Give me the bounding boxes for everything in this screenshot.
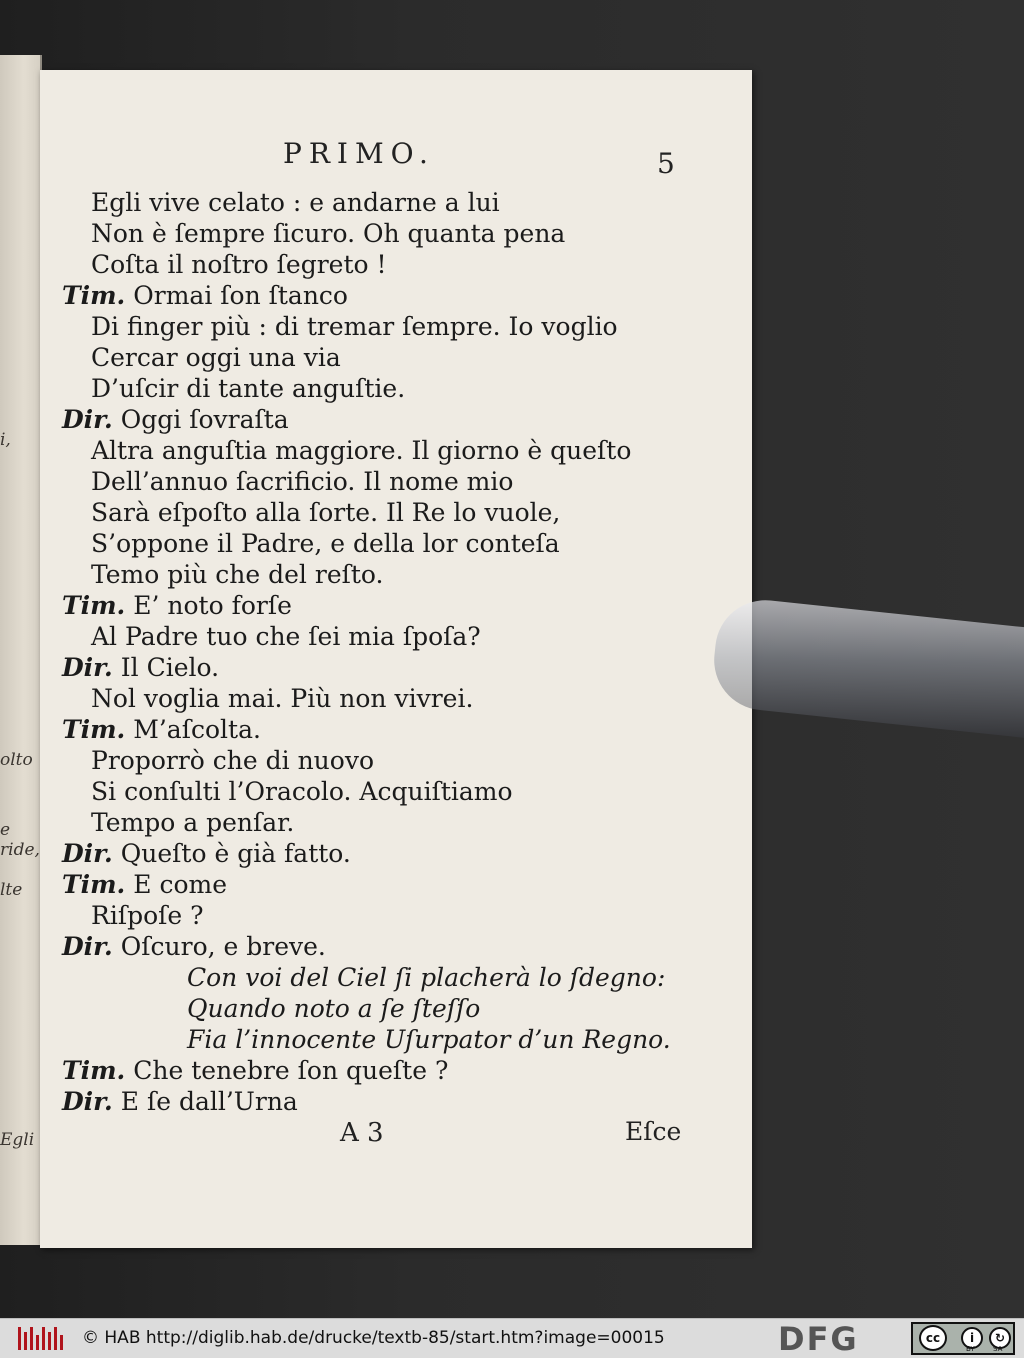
- previous-page-fragment: e ride,: [0, 820, 40, 860]
- text-line: [62, 497, 712, 528]
- line-text: Temo più che del reſto.: [91, 560, 384, 589]
- line-text: Di finger più : di tremar ſempre. Io voglio: [91, 312, 618, 341]
- line-text: E come: [133, 870, 228, 899]
- text-line: [62, 838, 712, 869]
- text-line: [62, 590, 712, 621]
- line-text: Coſta il noſtro ſegreto !: [91, 250, 387, 279]
- text-line: [62, 683, 712, 714]
- text-line: [62, 187, 712, 218]
- text-line: [62, 373, 712, 404]
- text-line: [62, 1086, 712, 1117]
- speaker-label: Dir.: [62, 1087, 113, 1116]
- speaker-label: Tim.: [62, 281, 126, 310]
- previous-page-fragment: lte: [0, 880, 23, 900]
- speaker-label: Tim.: [62, 870, 126, 899]
- text-line: [62, 218, 712, 249]
- speaker-label: Dir.: [62, 932, 113, 961]
- line-text: Ormai ſon ſtanco: [133, 281, 348, 310]
- page-holder-strap: [709, 595, 1024, 738]
- speaker-label: Tim.: [62, 715, 126, 744]
- text-line: [62, 1055, 712, 1086]
- text-line: [62, 1024, 712, 1055]
- sa-icon: ↻: [989, 1327, 1011, 1349]
- text-line: [62, 900, 712, 931]
- line-text: Sarà eſpoſto alla ſorte. Il Re lo vuole,: [91, 498, 561, 527]
- line-text: Al Padre tuo che ſei mia ſpoſa?: [91, 622, 481, 651]
- line-text: Il Cielo.: [120, 653, 220, 682]
- text-line: [62, 776, 712, 807]
- by-label: BY: [966, 1345, 975, 1353]
- text-line: [62, 993, 712, 1024]
- text-line: [62, 342, 712, 373]
- previous-page-fragment: olto: [0, 750, 33, 770]
- by-icon: i: [961, 1327, 983, 1349]
- line-text: Oggi ſovraſta: [120, 405, 289, 434]
- cc-icon: cc: [919, 1325, 947, 1351]
- source-credit-link[interactable]: © HAB http://diglib.hab.de/drucke/textb-85/start.htm?image=00015: [82, 1328, 665, 1348]
- speaker-label: Dir.: [62, 405, 113, 434]
- viewer-footer: [0, 1318, 1024, 1358]
- text-line: [62, 714, 712, 745]
- line-text: Altra anguſtia maggiore. Il giorno è queſto: [91, 436, 632, 465]
- text-block: [62, 187, 712, 1117]
- text-line: [62, 621, 712, 652]
- text-line: [62, 869, 712, 900]
- text-line: [62, 311, 712, 342]
- text-line: [62, 404, 712, 435]
- text-line: [62, 807, 712, 838]
- line-text: S’oppone il Padre, e della lor conteſa: [91, 529, 560, 558]
- line-text: M’aſcolta.: [133, 715, 261, 744]
- text-line: [62, 249, 712, 280]
- line-text: Si conſulti l’Oracolo. Acquiſtiamo: [91, 777, 513, 806]
- text-line: [62, 652, 712, 683]
- speaker-label: Dir.: [62, 839, 113, 868]
- text-line: [62, 559, 712, 590]
- line-text: Riſpoſe ?: [91, 901, 204, 930]
- hab-logo-icon[interactable]: [18, 1327, 66, 1350]
- text-line: [62, 528, 712, 559]
- line-text: Che tenebre ſon queſte ?: [133, 1056, 449, 1085]
- line-text: Queſto è già fatto.: [120, 839, 351, 868]
- line-text: Fia l’innocente Uſurpator d’un Regno.: [187, 1025, 671, 1054]
- speaker-label: Tim.: [62, 1056, 126, 1085]
- signature-mark: A 3: [340, 1118, 384, 1148]
- line-text: Tempo a penſar.: [91, 808, 295, 837]
- line-text: Non è ſempre ſicuro. Oh quanta pena: [91, 219, 566, 248]
- line-text: E ſe dall’Urna: [120, 1087, 298, 1116]
- speaker-label: Tim.: [62, 591, 126, 620]
- dfg-logo[interactable]: DFG: [778, 1320, 859, 1358]
- previous-page-edge: [0, 55, 42, 1245]
- line-text: Proporrò che di nuovo: [91, 746, 374, 775]
- sa-label: SA: [993, 1345, 1003, 1353]
- line-text: Egli vive celato : e andarne a lui: [91, 188, 500, 217]
- text-line: [62, 931, 712, 962]
- line-text: D’uſcir di tante anguſtie.: [91, 374, 406, 403]
- text-line: [62, 280, 712, 311]
- cc-license-badge[interactable]: [911, 1322, 1015, 1355]
- line-text: Con voi del Ciel ſi placherà lo ſdegno:: [187, 963, 666, 992]
- text-line: [62, 745, 712, 776]
- running-head: PRIMO.: [283, 137, 435, 170]
- line-text: Nol voglia mai. Più non vivrei.: [91, 684, 474, 713]
- line-text: E’ noto forſe: [133, 591, 292, 620]
- line-text: Quando noto a ſe ſteſſo: [187, 994, 481, 1023]
- line-text: Dell’annuo ſacrificio. Il nome mio: [91, 467, 514, 496]
- previous-page-fragment: i,: [0, 430, 11, 450]
- speaker-label: Dir.: [62, 653, 113, 682]
- page-number: 5: [657, 147, 675, 180]
- catchword: Eſce: [625, 1117, 682, 1146]
- line-text: Oſcuro, e breve.: [120, 932, 326, 961]
- text-line: [62, 435, 712, 466]
- previous-page-fragment: Egli: [0, 1130, 35, 1150]
- text-line: [62, 962, 712, 993]
- book-page: [40, 70, 752, 1248]
- text-line: [62, 466, 712, 497]
- line-text: Cercar oggi una via: [91, 343, 341, 372]
